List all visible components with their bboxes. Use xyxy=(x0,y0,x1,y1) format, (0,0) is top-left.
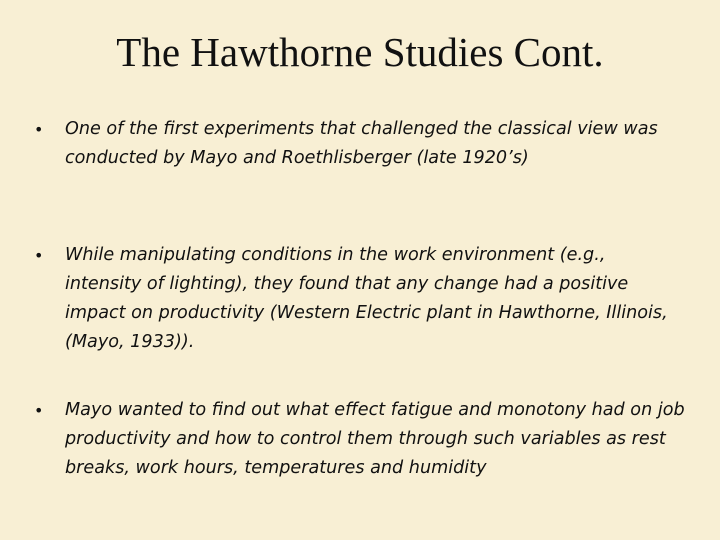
bullet-dot-icon: • xyxy=(34,401,44,420)
bullet-text: One of the first experiments that challenged the classical view was conducted by Mayo and Roethlisberger (late 1920’s) xyxy=(65,119,658,168)
slide-title: The Hawthorne Studies Cont. xyxy=(116,29,604,75)
bullet-text: Mayo wanted to find out what effect fatigue and monotony had on job productivity and how to control them through such variables as rest breaks, work hours, temperatures and humidity xyxy=(65,400,685,478)
bullet-dot-icon: • xyxy=(34,120,44,139)
bullet-dot-icon: • xyxy=(34,246,44,265)
bullet-text: While manipulating conditions in the work environment (e.g., intensity of lighting), they found that any change had a positive impact on productivity (Western Electric plant in Hawthorne, Illinois, (Mayo, 1933)). xyxy=(65,245,668,352)
